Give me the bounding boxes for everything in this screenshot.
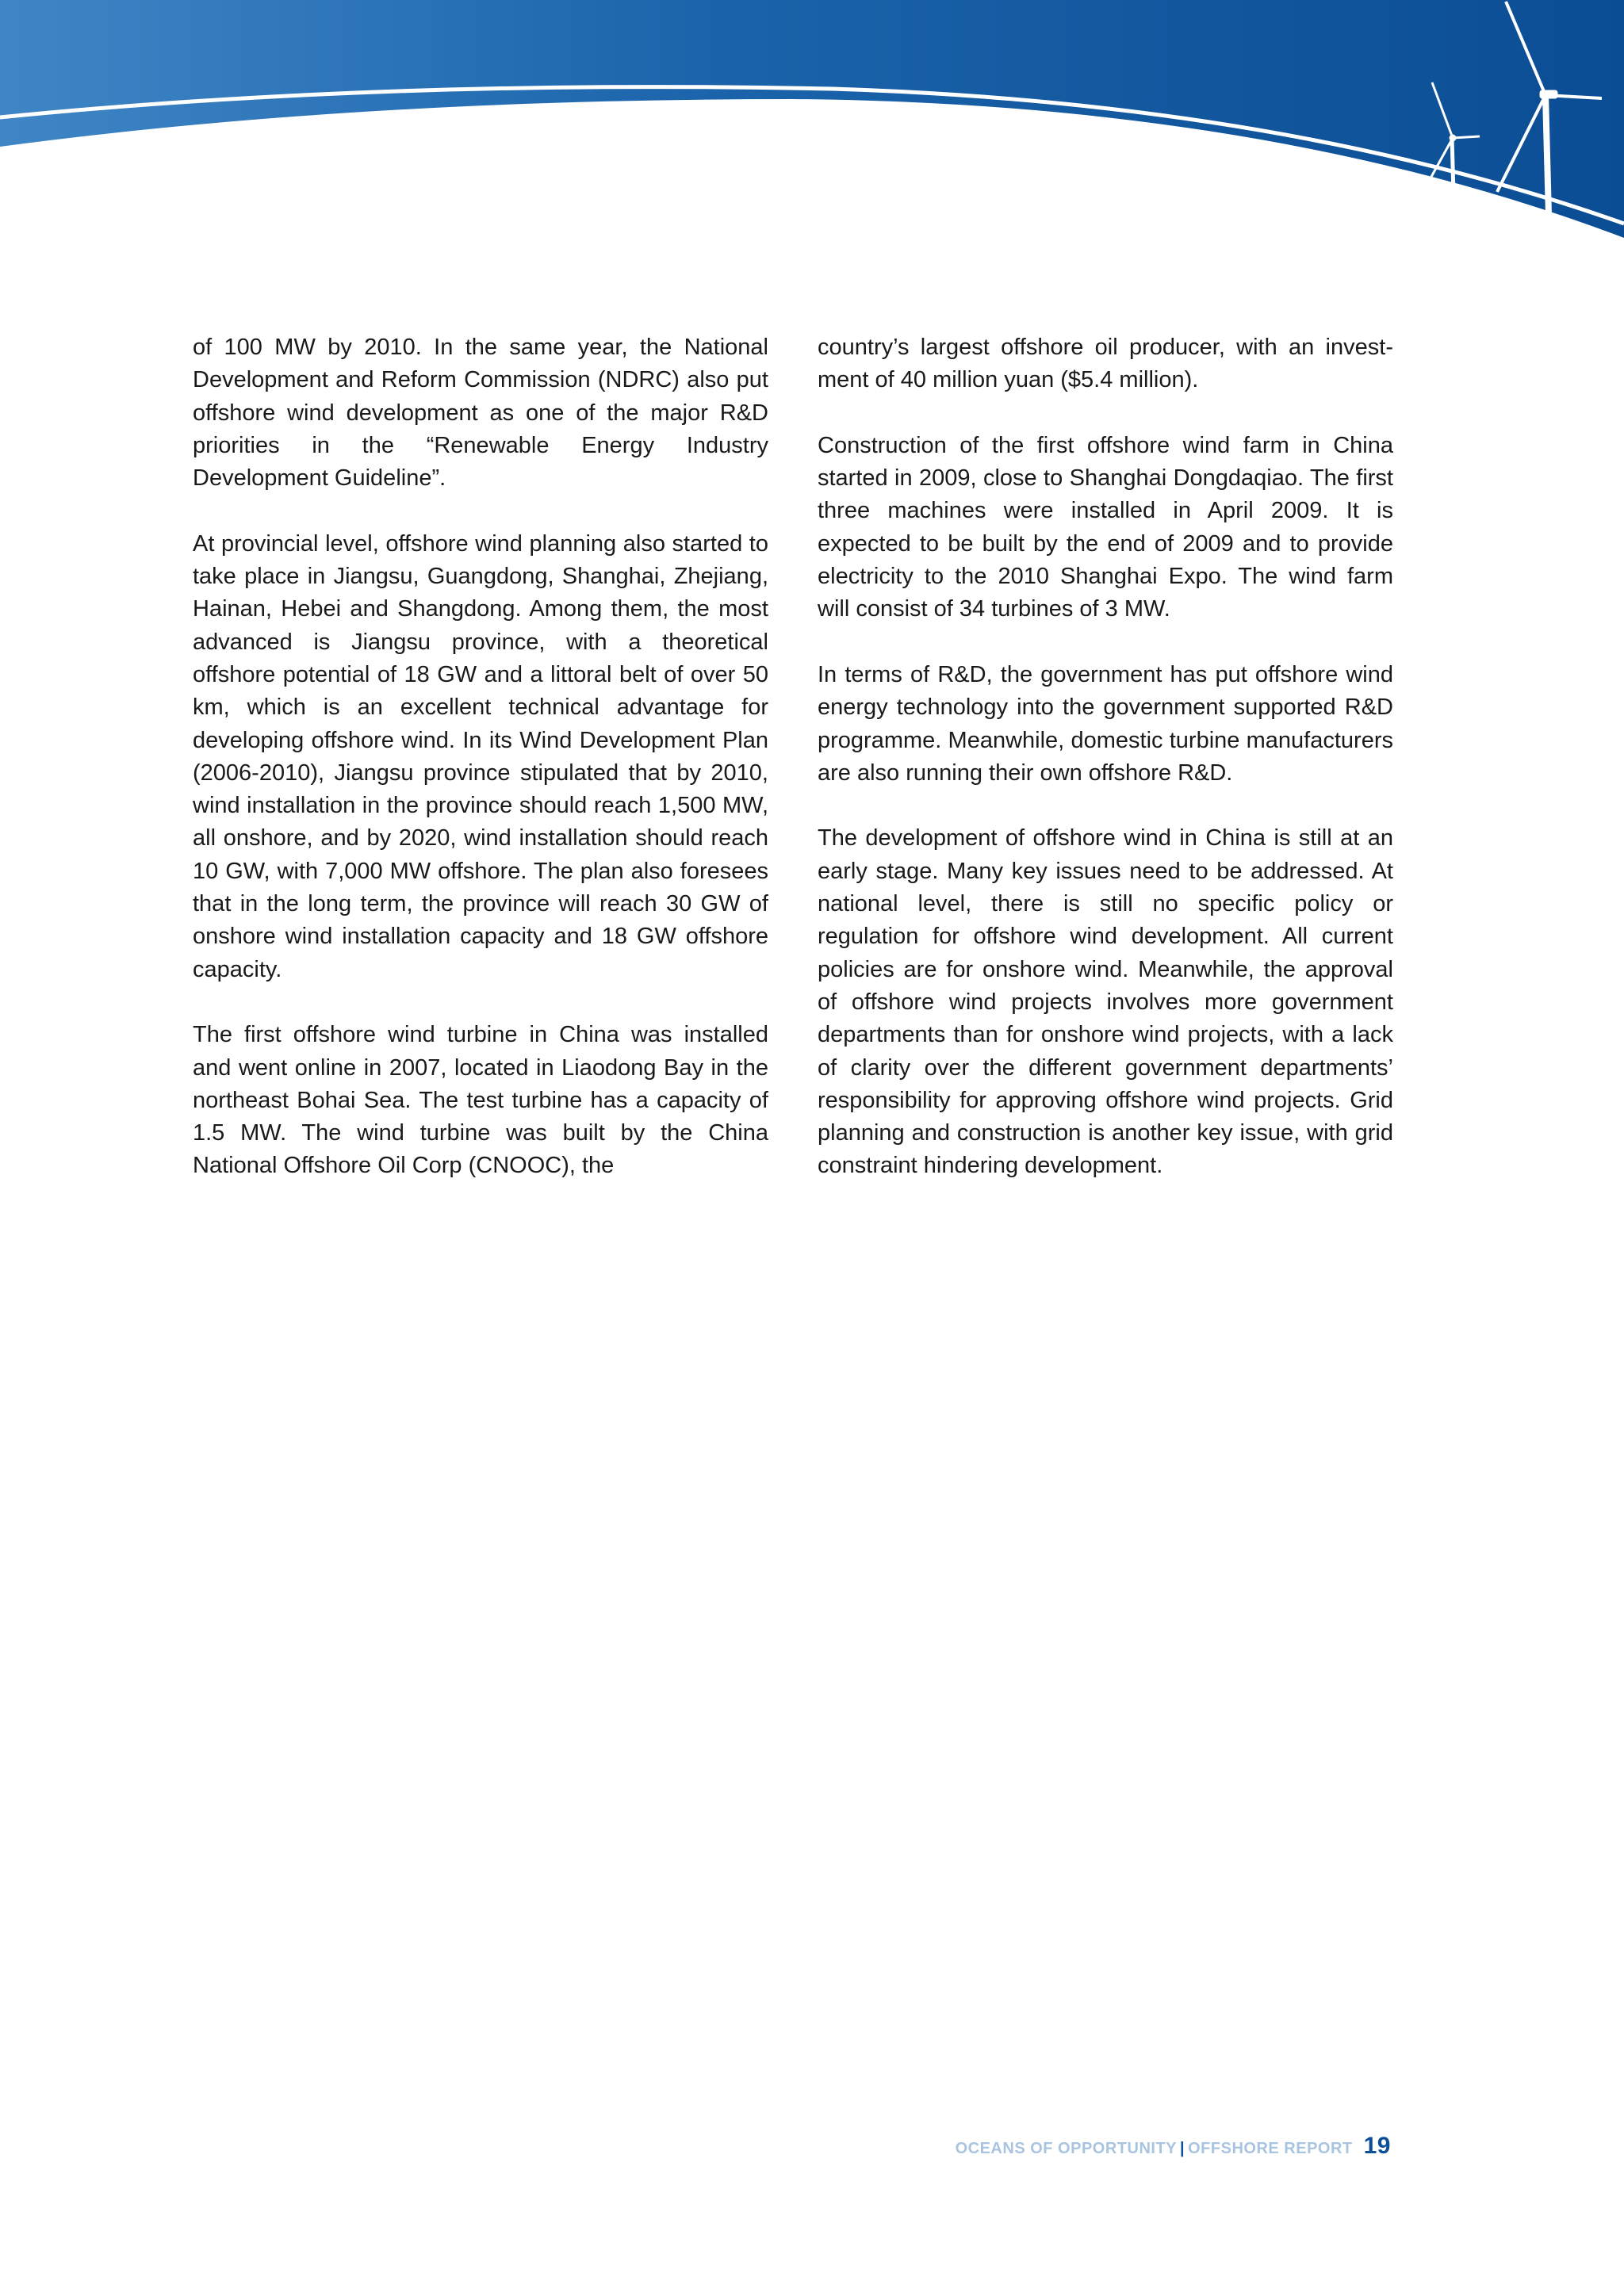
paragraph: The development of offshore wind in China is still at an early stage. Many key issues need to be addressed. At national level, there is still no specific policy or regulation for offshore wind development. All current policies are for onshore wind. Meanwhile, the approval of offshore wind projects involves more government departments than for onshore wind projects, with a lack of clarity over the different government departments’ responsibility for approving offshore wind projects. Grid planning and construction is another key issue, with grid constraint hindering development. [818, 825, 1393, 1179]
paragraph: The first offshore wind turbine in China was installed and went online in 2007, located in Liaodong Bay in the northeast Bohai Sea. The test turbine has a capacity of 1.5 MW. The wind turbine was built by the China National Offshore Oil Corp (CNOOC), the [193, 1022, 768, 1179]
footer-publication-title: OCEANS OF OPPORTUNITY [955, 2140, 1177, 2157]
page-footer [956, 2133, 1391, 2160]
paragraph: At provincial level, offshore wind planning also started to take place in Jiangsu, Guangdong, Shanghai, Zhejiang, Hainan, Hebei and Shangdong. Among them, the most advanced is Jiangsu province, with a theoretical offshore potential of 18 GW and a littoral belt of over 50 km, which is an excellent technical advantage for developing offshore wind. In its Wind Development Plan (2006-2010), Jiangsu province stipulated that by 2010, wind installation in the province should reach 1,500 MW, all onshore, and by 2020, wind installation should reach 10 GW, with 7,000 MW offshore. The plan also foresees that in the long term, the province will reach 30 GW of onshore wind installation capacity and 18 GW offshore capacity. [193, 530, 768, 982]
paragraph: country’s largest offshore oil producer, with an investment of 40 million yuan ($5.4 million). [818, 335, 1393, 393]
paragraph: Construction of the first offshore wind farm in China started in 2009, close to Shanghai Dongdaqiao. The first three machines were installed in April 2009. It is expected to be built by the end of 2009 and to provide electricity to the 2010 Shanghai Expo. The wind farm will consist of 34 turbines of 3 MW. [818, 432, 1393, 622]
footer-report-title: OFFSHORE REPORT [1188, 2140, 1353, 2157]
paragraph: of 100 MW by 2010. In the same year, the National Development and Reform Commission (NDRC) also put offshore wind development as one of the major R&D priorities in the “Renewable Energy Industry Development Guideline”. [193, 335, 768, 492]
footer-separator: | [1180, 2140, 1185, 2157]
header-banner [0, 0, 1624, 246]
paragraph: In terms of R&D, the government has put offshore wind energy technology into the government supported R&D programme. Meanwhile, domestic turbine manufacturers are also running their own offshore R&D. [818, 661, 1393, 786]
left-text-column [193, 331, 768, 1215]
right-text-column [818, 331, 1393, 1215]
page-number: 19 [1363, 2133, 1391, 2159]
